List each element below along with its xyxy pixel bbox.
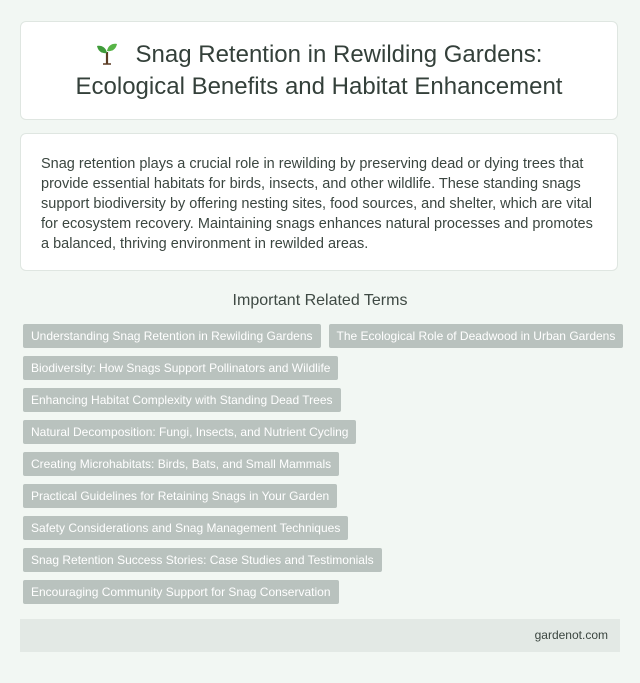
footer (20, 619, 620, 652)
term-row (23, 388, 623, 420)
term-row (23, 548, 623, 580)
term-row (23, 420, 623, 452)
term-row (23, 580, 623, 612)
page-title (76, 39, 563, 103)
term-tag[interactable]: Practical Guidelines for Retaining Snags in Your Garden (23, 484, 337, 508)
term-tag[interactable]: Enhancing Habitat Complexity with Standing Dead Trees (23, 388, 341, 412)
term-tag[interactable]: Understanding Snag Retention in Rewilding Gardens (23, 324, 321, 348)
term-tag[interactable]: Snag Retention Success Stories: Case Studies and Testimonials (23, 548, 382, 572)
related-terms-heading: Important Related Terms (232, 292, 408, 309)
title-line-2: Ecological Benefits and Habitat Enhancement (75, 72, 563, 100)
term-tag[interactable]: Biodiversity: How Snags Support Pollinators and Wildlife (23, 356, 338, 380)
term-row (23, 516, 623, 548)
term-row (23, 324, 623, 356)
term-row (23, 484, 623, 516)
intro-card (20, 133, 618, 271)
title-card (20, 21, 618, 120)
term-tag[interactable]: Creating Microhabitats: Birds, Bats, and Small Mammals (23, 452, 339, 476)
related-terms-list (23, 324, 623, 612)
term-tag[interactable]: Natural Decomposition: Fungi, Insects, and Nutrient Cycling (23, 420, 356, 444)
term-row (23, 356, 623, 388)
sprout-icon (96, 41, 118, 65)
title-line-1: Snag Retention in Rewilding Gardens: (135, 40, 543, 68)
term-tag[interactable]: The Ecological Role of Deadwood in Urban Gardens (329, 324, 624, 348)
term-tag[interactable]: Safety Considerations and Snag Management Techniques (23, 516, 348, 540)
footer-site[interactable]: gardenot.com (534, 628, 608, 642)
term-row (23, 452, 623, 484)
intro-text: Snag retention plays a crucial role in rewilding by preserving dead or dying trees that provide essential habitats for birds, insects, and other wildlife. These standing snags support biodiversity by offering nesting sites, food sources, and shelter, which are vital for ecosystem recovery. Maintaining snags enhances natural processes and promotes a balanced, thriving environment in rewilded areas. (41, 156, 593, 252)
term-tag[interactable]: Encouraging Community Support for Snag Conservation (23, 580, 339, 604)
